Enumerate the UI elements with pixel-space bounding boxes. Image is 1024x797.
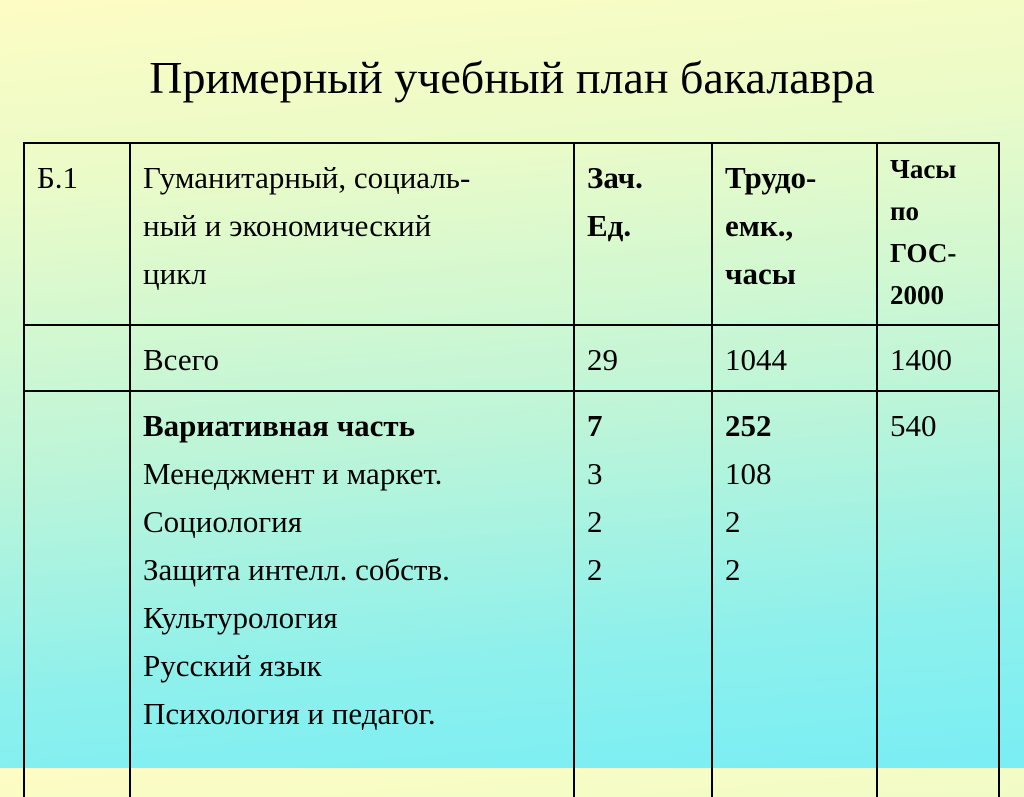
- subject-item: Социология: [143, 504, 302, 539]
- header-credits-line: Зач.: [587, 160, 643, 195]
- total-hours-cell: 1044: [712, 325, 877, 391]
- header-hours-line: часы: [725, 256, 796, 291]
- header-gos-cell: [877, 143, 999, 325]
- slide-title: Примерный учебный план бакалавра: [149, 52, 875, 103]
- total-label-cell: Всего: [130, 325, 574, 391]
- subject-credits: 2: [587, 504, 603, 539]
- variative-gos-cell: 540: [877, 391, 999, 797]
- subject-hours: 108: [725, 456, 772, 491]
- variative-credits-total: 7: [587, 408, 603, 443]
- header-hours-line: емк.,: [725, 208, 794, 243]
- total-credits-cell: 29: [574, 325, 712, 391]
- variative-subjects-cell: [130, 391, 574, 797]
- subject-item: Русский язык: [143, 648, 322, 683]
- variative-credits-cell: [574, 391, 712, 797]
- variative-hours-total: 252: [725, 408, 772, 443]
- header-hours-cell: [712, 143, 877, 325]
- header-gos-line: 2000: [890, 280, 944, 310]
- total-gos-cell: 1400: [877, 325, 999, 391]
- curriculum-table: [23, 142, 1000, 797]
- header-hours-line: Трудо-: [725, 160, 817, 195]
- header-credits-line: Ед.: [587, 208, 632, 243]
- subject-hours: 2: [725, 552, 741, 587]
- subject-item: Психология и педагог.: [143, 696, 436, 731]
- header-name-line: ный и экономический: [143, 208, 432, 243]
- table-row-variative: [24, 391, 999, 797]
- subject-item: Менеджмент и маркет.: [143, 456, 443, 491]
- subject-item: Защита интелл. собств.: [143, 552, 450, 587]
- subject-item: Культурология: [143, 600, 338, 635]
- total-code-cell: [24, 325, 130, 391]
- header-name-line: цикл: [143, 256, 207, 291]
- variative-hours-cell: [712, 391, 877, 797]
- header-code-cell: Б.1: [24, 143, 130, 325]
- header-credits-cell: [574, 143, 712, 325]
- variative-title: Вариативная часть: [143, 408, 416, 443]
- header-gos-line: по: [890, 196, 920, 226]
- variative-code-cell: [24, 391, 130, 797]
- header-name-cell: [130, 143, 574, 325]
- table-row-total: [24, 325, 999, 391]
- header-name-line: Гуманитарный, социаль-: [143, 160, 471, 195]
- header-gos-line: Часы: [890, 154, 957, 184]
- subject-hours: 2: [725, 504, 741, 539]
- subject-credits: 2: [587, 552, 603, 587]
- header-gos-line: ГОС-: [890, 238, 957, 268]
- table-header-row: [24, 143, 999, 325]
- subject-credits: 3: [587, 456, 603, 491]
